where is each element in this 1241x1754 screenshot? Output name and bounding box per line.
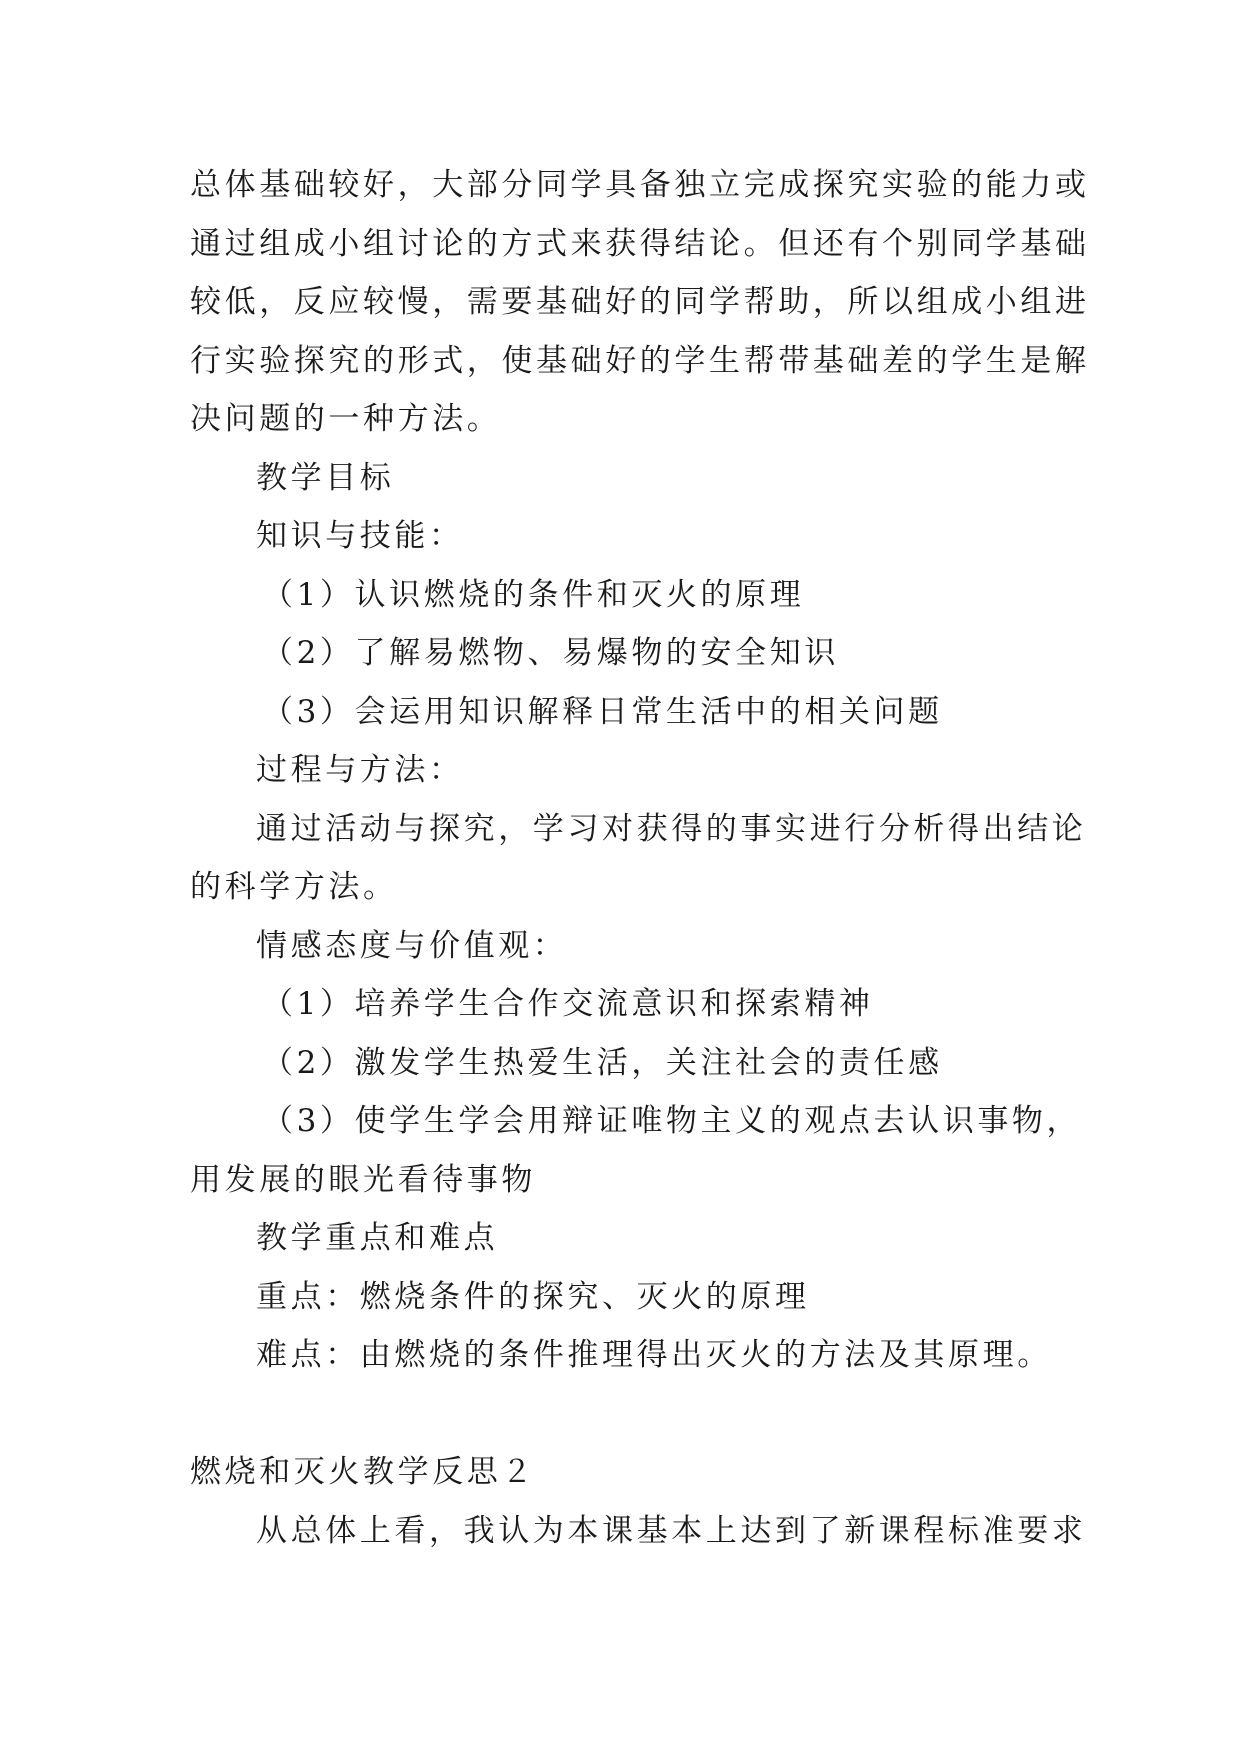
list-item: （3）使学生学会用辩证唯物主义的观点去认识事物， (262, 1103, 1082, 1139)
paragraph-line: 用发展的眼光看待事物 (190, 1162, 536, 1198)
key-point-line: 重点：燃烧条件的探究、灭火的原理 (256, 1279, 810, 1315)
paragraph-line: 通过活动与探究，学习对获得的事实进行分析得出结论 (256, 811, 1087, 847)
subheading-emotion-values: 情感态度与价值观： (256, 928, 568, 964)
section-heading-teaching-goals: 教学目标 (256, 460, 395, 496)
paragraph-line: 从总体上看，我认为本课基本上达到了新课程标准要求 (256, 1513, 1087, 1549)
difficulty-line: 难点：由燃烧的条件推理得出灭火的方法及其原理。 (256, 1337, 1052, 1373)
list-item: （3）会运用知识解释日常生活中的相关问题 (262, 694, 943, 730)
list-item: （2）激发学生热爱生活，关注社会的责任感 (262, 1045, 943, 1081)
section-title-reflection-2: 燃烧和灭火教学反思２ (190, 1454, 536, 1490)
section-heading-key-points: 教学重点和难点 (256, 1220, 499, 1256)
paragraph-line: 行实验探究的形式，使基础好的学生帮带基础差的学生是解 (190, 343, 1090, 379)
paragraph-line: 的科学方法。 (190, 869, 398, 905)
list-item: （1）认识燃烧的条件和灭火的原理 (262, 577, 805, 613)
paragraph-line: 较低，反应较慢，需要基础好的同学帮助，所以组成小组进 (190, 284, 1090, 320)
paragraph-line: 总体基础较好，大部分同学具备独立完成探究实验的能力或 (190, 167, 1090, 203)
paragraph-line: 决问题的一种方法。 (190, 401, 502, 437)
paragraph-line: 通过组成小组讨论的方式来获得结论。但还有个别同学基础 (190, 226, 1090, 262)
list-item: （2）了解易燃物、易爆物的安全知识 (262, 635, 839, 671)
subheading-knowledge-skills: 知识与技能： (256, 518, 464, 554)
list-item: （1）培养学生合作交流意识和探索精神 (262, 986, 874, 1022)
subheading-process-methods: 过程与方法： (256, 752, 464, 788)
